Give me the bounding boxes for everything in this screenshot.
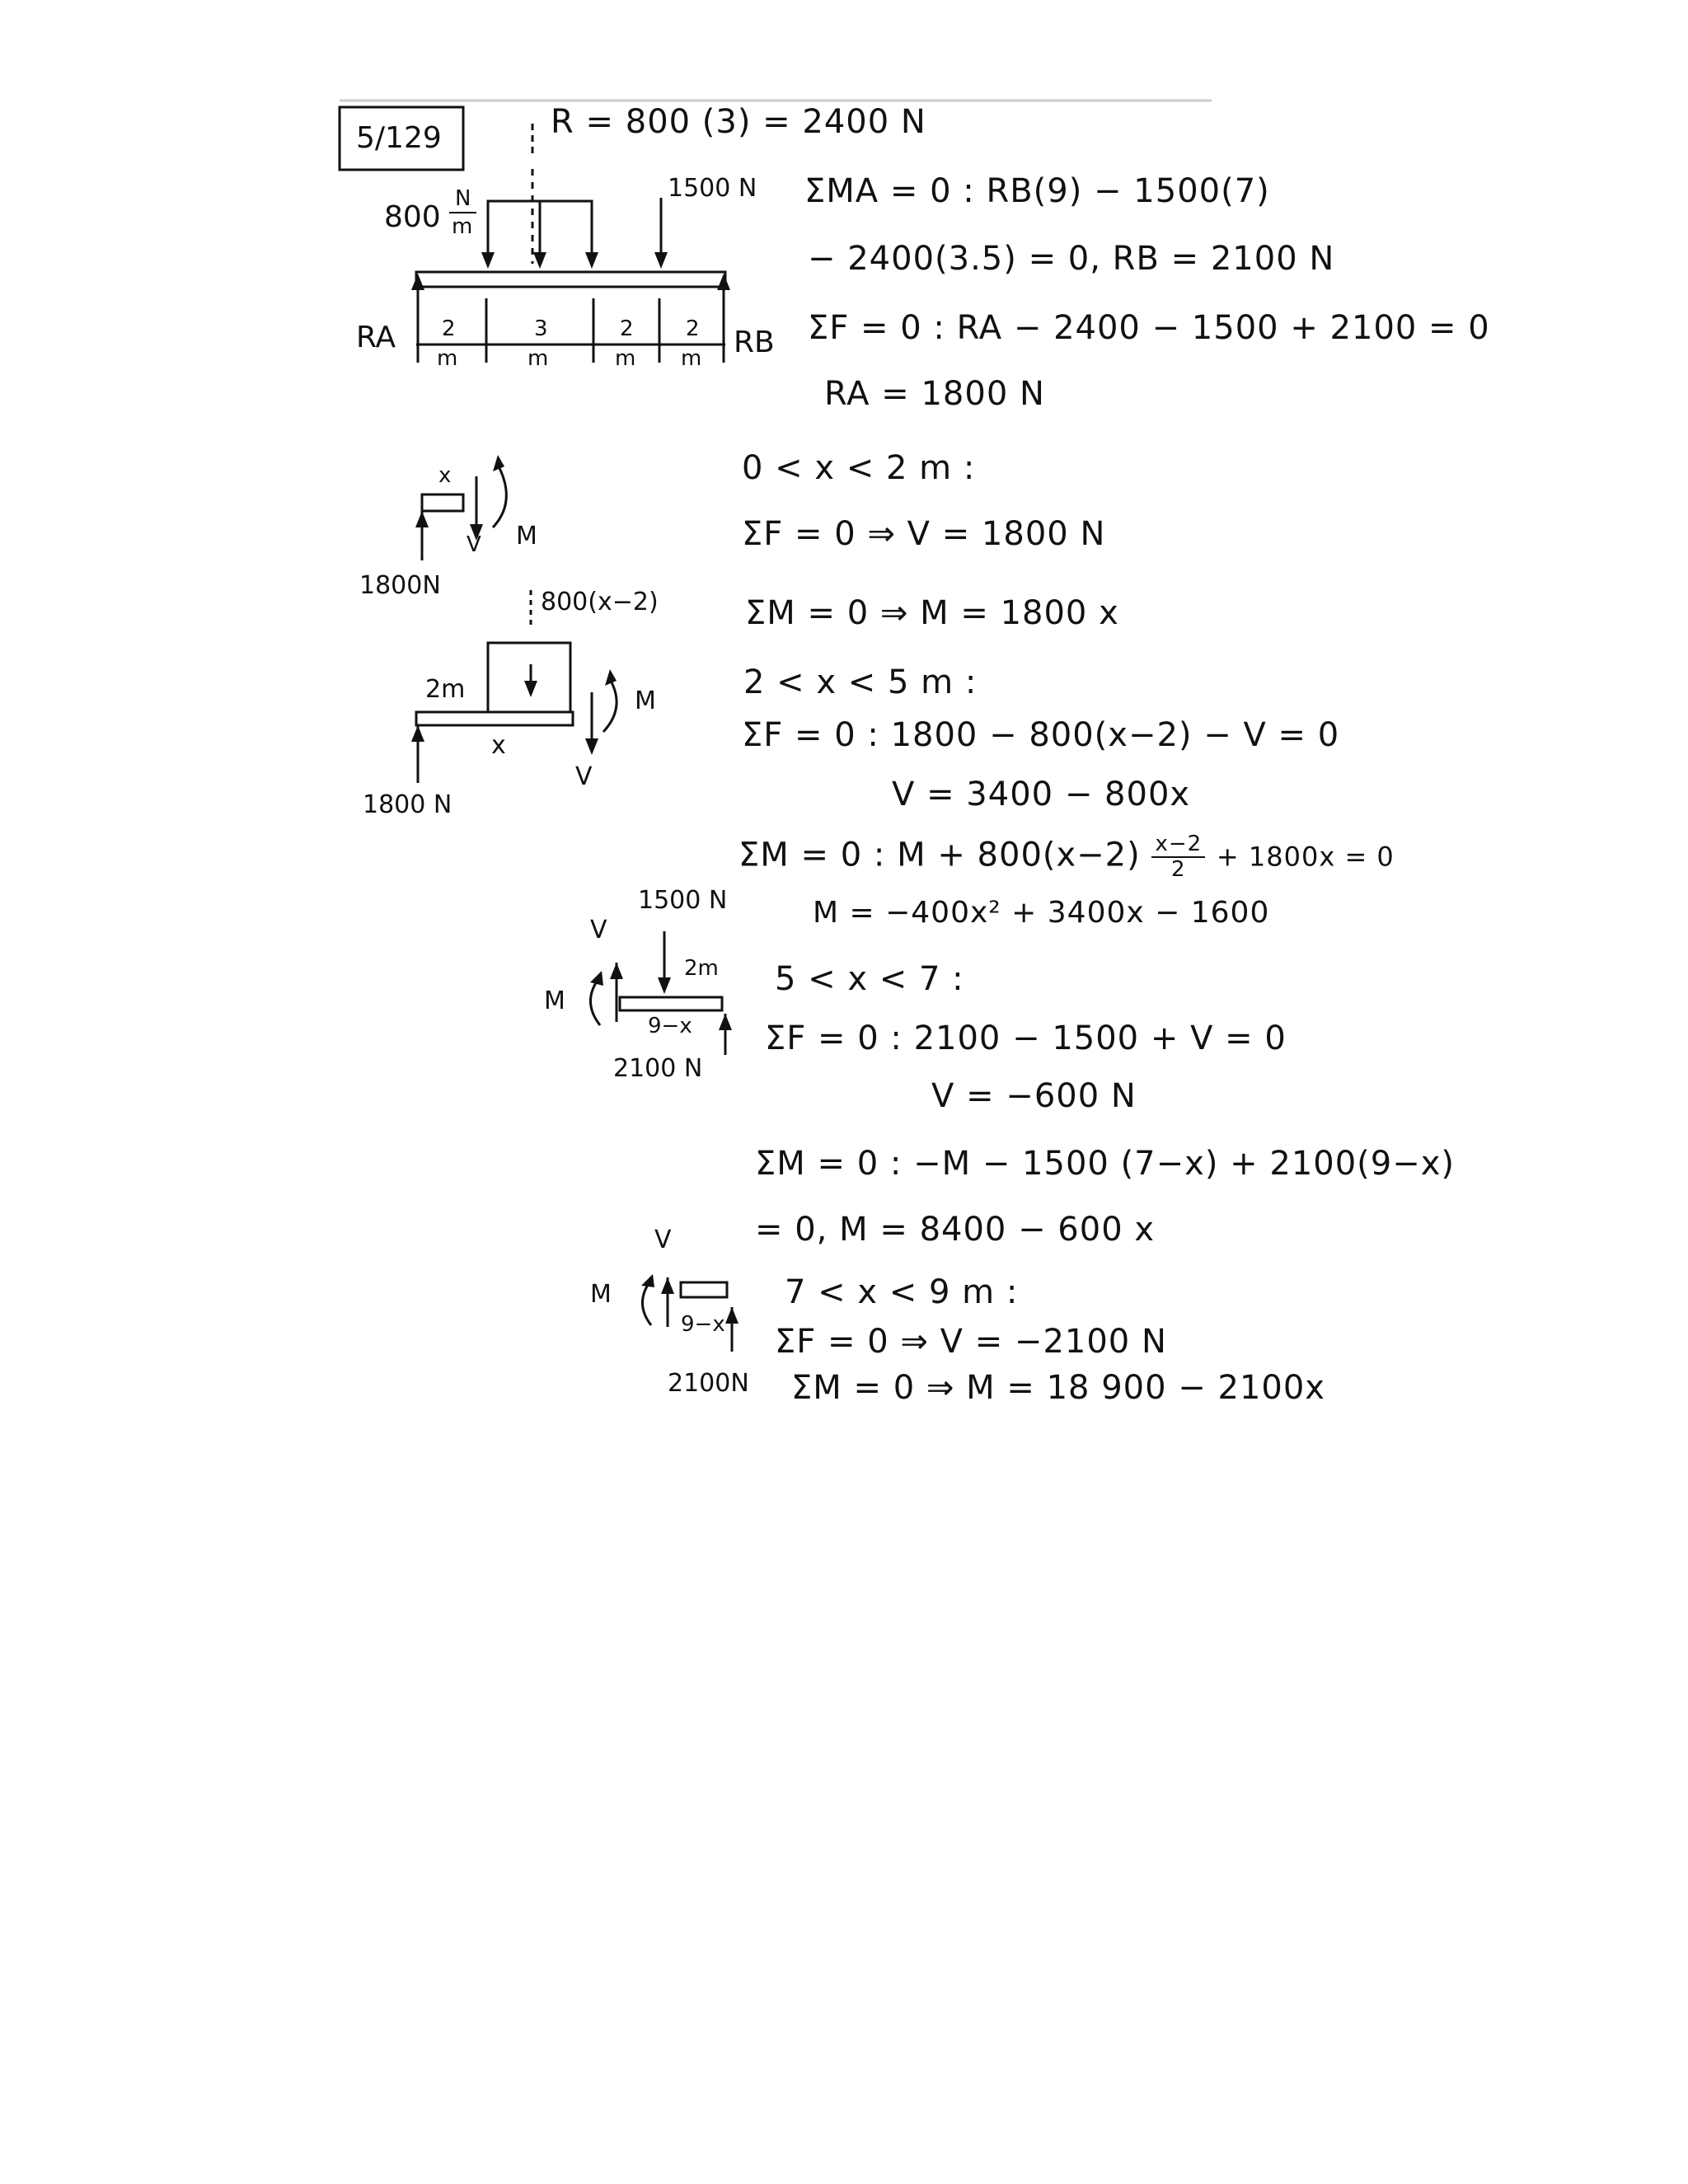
seg3-fbd-m: M: [544, 987, 565, 1015]
seg1-fbd-v: V: [467, 532, 481, 557]
seg1-fbd-x: x: [438, 463, 452, 488]
seg3-v-result: V = −600 N: [931, 1077, 1137, 1115]
seg1-moment: ΣM = 0 ⇒ M = 1800 x: [745, 594, 1119, 632]
seg2-range: 2 < x < 5 m :: [743, 663, 978, 701]
seg2-fbd-load: 800(x−2): [541, 588, 659, 616]
moment-a-line1: ΣMA = 0 : RB(9) − 1500(7): [804, 172, 1270, 210]
span-1-length: 2: [442, 316, 456, 341]
span-2-length: 3: [534, 316, 548, 341]
seg2-fbd-v: V: [575, 762, 593, 791]
seg3-force: ΣF = 0 : 2100 − 1500 + V = 0: [765, 1019, 1287, 1057]
seg1-fbd-m: M: [516, 522, 537, 551]
seg2-fbd-m: M: [635, 687, 656, 715]
resultant-equation: R = 800 (3) = 2400 N: [551, 103, 926, 141]
span-1-unit: m: [437, 346, 458, 371]
seg3-fbd-reaction: 2100 N: [613, 1054, 703, 1083]
support-b-label: RB: [734, 326, 775, 359]
seg2-frac-den: 2: [1171, 856, 1186, 882]
seg3-moment: ΣM = 0 : −M − 1500 (7−x) + 2100(9−x): [755, 1145, 1456, 1183]
seg2-frac-num: x−2: [1151, 832, 1205, 858]
seg3-m-result: = 0, M = 8400 − 600 x: [755, 1211, 1156, 1249]
seg1-range: 0 < x < 2 m :: [742, 449, 976, 487]
dist-load-unit-den: m: [452, 214, 473, 239]
seg4-moment: ΣM = 0 ⇒ M = 18 900 − 2100x: [791, 1369, 1325, 1407]
span-3-unit: m: [615, 346, 636, 371]
seg4-fbd-v: V: [654, 1226, 672, 1254]
moment-a-line2: − 2400(3.5) = 0, RB = 2100 N: [808, 240, 1335, 278]
seg3-fbd-v: V: [590, 916, 607, 944]
span-2-unit: m: [528, 346, 549, 371]
seg4-range: 7 < x < 9 m :: [785, 1273, 1019, 1311]
seg2-fbd-2m: 2m: [425, 675, 466, 704]
span-4-length: 2: [686, 316, 700, 341]
seg2-fbd-x: x: [491, 731, 506, 760]
ra-result: RA = 1800 N: [824, 375, 1045, 413]
dist-load-unit-num: N: [455, 186, 471, 211]
dist-load-value: 800: [384, 200, 441, 234]
seg1-fbd-reaction: 1800N: [359, 571, 441, 600]
seg3-fbd-2m: 2m: [684, 956, 719, 981]
seg2-m-result: M = −400x² + 3400x − 1600: [813, 896, 1270, 930]
force-sum: ΣF = 0 : RA − 2400 − 1500 + 2100 = 0: [808, 309, 1490, 347]
seg3-range: 5 < x < 7 :: [775, 960, 964, 998]
seg2-fbd-reaction: 1800 N: [363, 790, 452, 819]
span-3-length: 2: [620, 316, 634, 341]
support-a-label: RA: [356, 321, 396, 354]
seg2-moment-post: + 1800x = 0: [1216, 841, 1395, 873]
seg2-force: ΣF = 0 : 1800 − 800(x−2) − V = 0: [742, 716, 1340, 754]
seg2-moment-pre: ΣM = 0 : M + 800(x−2): [738, 836, 1141, 874]
seg4-fbd-m: M: [590, 1280, 612, 1309]
seg1-force: ΣF = 0 ⇒ V = 1800 N: [742, 515, 1106, 553]
seg4-force: ΣF = 0 ⇒ V = −2100 N: [775, 1323, 1167, 1361]
problem-number: 5/129: [356, 121, 442, 155]
seg4-fbd-reaction: 2100N: [668, 1369, 749, 1398]
seg2-v-result: V = 3400 − 800x: [892, 776, 1191, 813]
seg3-fbd-len: 9−x: [648, 1014, 692, 1038]
span-4-unit: m: [681, 346, 702, 371]
seg4-fbd-len: 9−x: [681, 1312, 725, 1337]
point-load-label: 1500 N: [668, 174, 757, 203]
seg3-fbd-load: 1500 N: [638, 886, 728, 915]
